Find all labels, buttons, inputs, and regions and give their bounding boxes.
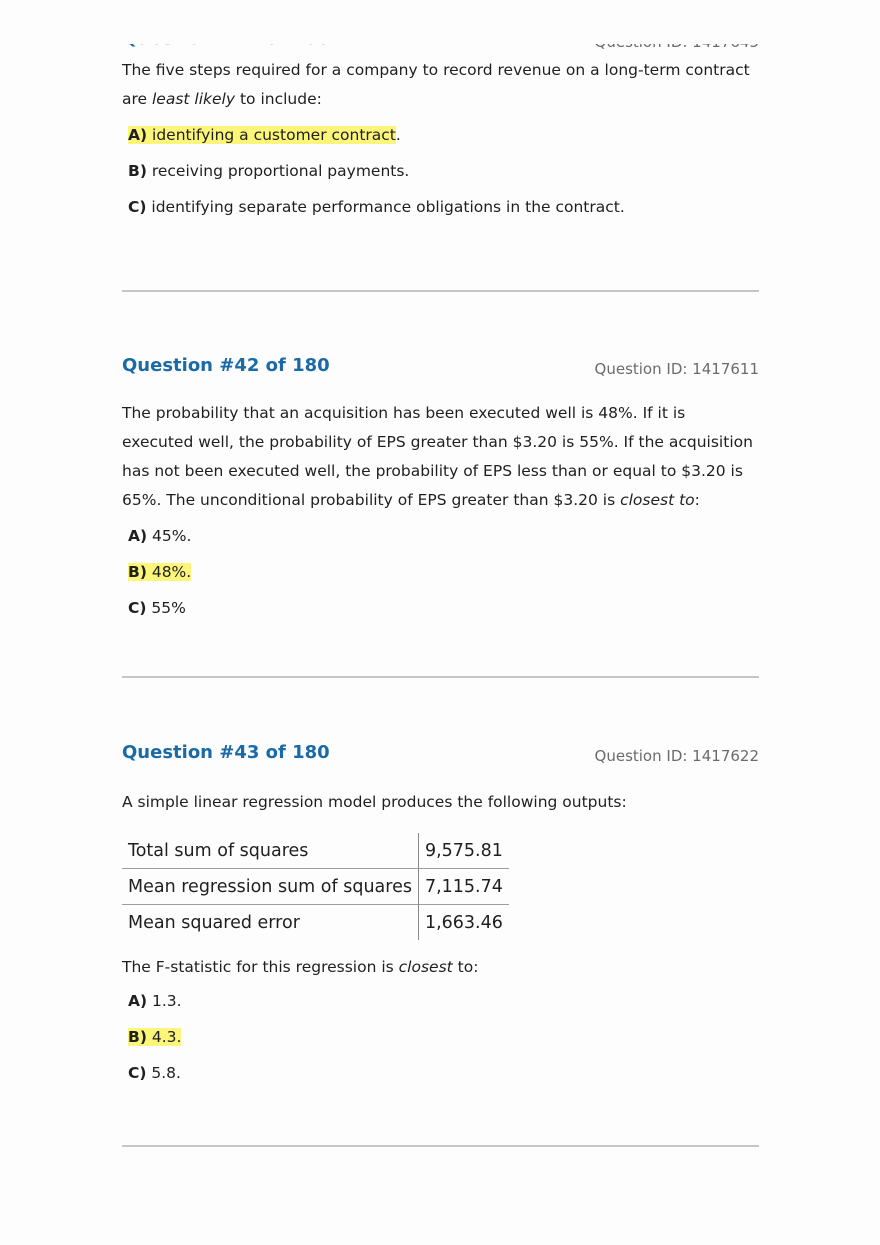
divider [122,676,759,678]
question-header [122,355,759,385]
option-c[interactable] [128,1062,759,1098]
question-id: Question ID: 1417611 [594,360,759,378]
option-text: identifying separate performance obligations in the contract. [146,198,625,216]
option-c[interactable] [128,597,759,633]
option-text: 45%. [147,527,192,545]
table-cell-label: Mean squared error [122,905,418,941]
option-letter: C) [128,198,147,216]
option-text: 1.3. [147,992,182,1010]
option-letter: B) [128,563,147,581]
option-a[interactable] [128,525,759,561]
option-letter: A) [128,126,148,144]
table-cell-label: Total sum of squares [128,840,309,861]
answer-options [122,525,759,633]
option-letter: A) [128,527,148,545]
question-43 [122,742,759,1098]
question-stem: A simple linear regression model produces the following outputs: [122,793,627,811]
option-text: 55% [146,599,186,617]
option-a[interactable]: A) identifying a customer contract. [128,126,401,144]
option-text: 5.8. [146,1064,181,1082]
option-text: 4.3. [146,1028,182,1046]
option-b[interactable] [128,1026,759,1062]
question-title: Question #42 of 180 [122,355,330,376]
option-text: receiving proportional payments. [146,162,410,180]
question-id: Question ID: 1417622 [594,747,759,765]
question-42 [122,355,759,633]
option-c[interactable] [128,196,759,232]
option-letter: C) [128,1064,147,1082]
table-cell-value: 7,115.74 [418,869,508,905]
question-title: Question #43 of 180 [122,742,330,763]
option-b[interactable] [128,160,759,196]
option-b[interactable] [128,561,759,597]
option-letter: B) [128,1028,147,1046]
question-41-body [122,56,759,232]
question-stem: The five steps required for a company to record revenue on a long-term contract are least likely to include: [122,61,750,108]
table-cell-label: Mean regression sum of squares [122,869,418,905]
divider [122,1145,759,1147]
page-top-cut [0,0,880,44]
option-a[interactable] [128,990,759,1026]
option-letter: C) [128,599,147,617]
answer-options [122,990,759,1098]
regression-output-table [122,833,509,940]
question-header [122,742,759,772]
table-row [122,833,509,869]
option-text: 48%. [146,563,192,581]
table-row [122,905,509,941]
divider [122,290,759,292]
question-stem: The probability that an acquisition has been executed well is 48%. If it is executed well, the probability of EPS greater than $3.20 is 55%. If the acquisition has not been executed well, the probability of EPS less than or equal to $3.20 is 65%. The unconditional probability of EPS greater than $3.20 is closest to: [122,404,753,509]
option-text: identifying a customer contract [147,126,396,144]
table-cell-value: 9,575.81 [418,833,508,869]
question-prompt: The F-statistic for this regression is closest to: [122,958,479,976]
option-letter: A) [128,992,148,1010]
table-row [122,869,509,905]
answer-options [122,124,759,232]
table-cell-value: 1,663.46 [418,905,508,941]
option-letter: B) [128,162,147,180]
